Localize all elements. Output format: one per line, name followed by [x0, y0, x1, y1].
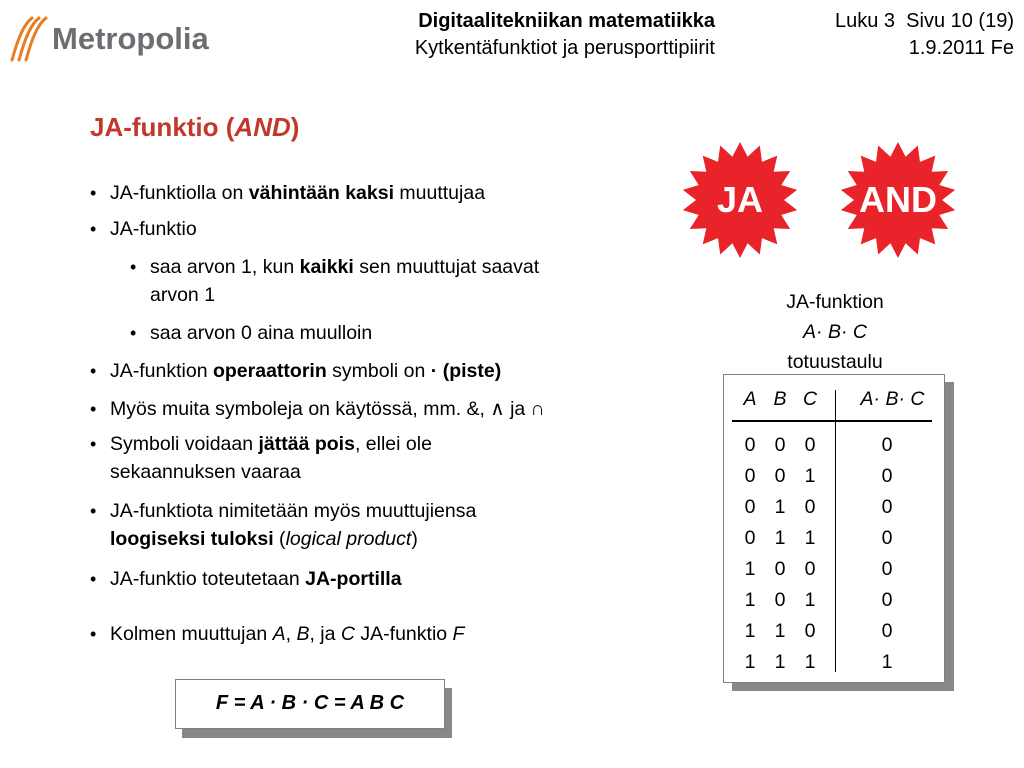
date-author: 1.9.2011 Fe — [908, 37, 1014, 59]
truth-table-output-cell: 0 — [881, 558, 893, 580]
truth-table-input-cell: 1 — [744, 558, 756, 580]
truth-table-input-cell: 1 — [804, 589, 816, 611]
ja-label: JA — [716, 179, 764, 220]
truth-table-input-cell: 0 — [804, 496, 816, 518]
metropolia-logo — [8, 8, 223, 66]
truth-table-output-cell: 0 — [881, 589, 893, 611]
chapter-page: Luku 3 Sivu 10 (19) — [835, 10, 1014, 32]
bullet-dot: • — [90, 624, 97, 644]
truth-table-input-cell: 1 — [744, 620, 756, 642]
formula: F = A · B · C = A B C — [215, 692, 405, 714]
bullet-dot: • — [90, 361, 97, 381]
truth-table-input-cell: 1 — [774, 620, 786, 642]
course-subtitle: Kytkentäfunktiot ja perusporttipiirit — [414, 37, 715, 59]
truth-table-input-cell: 1 — [774, 527, 786, 549]
header-page-info — [740, 8, 1014, 62]
truth-table-input-cell: 0 — [744, 465, 756, 487]
truth-table-input-cell: 1 — [774, 496, 786, 518]
and-starburst-badge — [838, 140, 958, 260]
and-label: AND — [859, 179, 937, 220]
truth-table-input-cell: 1 — [804, 651, 816, 673]
bullet-dot: • — [90, 399, 97, 419]
truth-table-output-cell: 0 — [881, 620, 893, 642]
truth-table-output-cell: 1 — [881, 651, 893, 673]
header-c: C — [802, 388, 818, 410]
truth-table-header-rule — [732, 420, 932, 422]
bullet-dot: • — [90, 183, 97, 203]
truth-table-output-cell: 0 — [881, 496, 893, 518]
truth-table-input-cell: 0 — [744, 434, 756, 456]
truth-table-output-cell: 0 — [881, 434, 893, 456]
truth-table-input-cell: 1 — [774, 651, 786, 673]
truth-table-column-rule — [835, 390, 836, 672]
bullet-dot: • — [90, 569, 97, 589]
truth-table-input-cell: 0 — [744, 496, 756, 518]
truth-table-input-cell: 0 — [804, 620, 816, 642]
header-course-info — [300, 8, 715, 62]
header-a: A — [743, 388, 757, 410]
course-title: Digitaalitekniikan matematiikka — [418, 10, 715, 32]
truth-table-input-cell: 1 — [744, 589, 756, 611]
truth-table-input-cell: 0 — [774, 434, 786, 456]
truth-table-input-cell: 1 — [744, 651, 756, 673]
ja-starburst-badge — [680, 140, 800, 260]
bullet-dot: • — [90, 219, 97, 239]
truth-table-output-cell: 0 — [881, 465, 893, 487]
truth-table-output-cell: 0 — [881, 527, 893, 549]
truth-table-input-cell: 0 — [804, 434, 816, 456]
truth-table-caption: JA-funktion A· B· C totuustaulu — [786, 291, 884, 373]
bullet-dot: • — [130, 257, 137, 277]
bullet-dot: • — [90, 434, 97, 454]
svg-text:Metropolia: Metropolia — [52, 21, 209, 56]
slide-title: JA-funktio (AND) — [90, 112, 300, 142]
header-b: B — [773, 388, 787, 410]
truth-table-input-cell: 0 — [744, 527, 756, 549]
bullet-dot: • — [130, 323, 137, 343]
truth-table-input-cell: 0 — [804, 558, 816, 580]
truth-table-input-cell: 0 — [774, 589, 786, 611]
truth-table-input-cell: 1 — [804, 465, 816, 487]
header-output: A· B· C — [860, 388, 925, 410]
truth-table-input-cell: 1 — [804, 527, 816, 549]
truth-table-input-cell: 0 — [774, 465, 786, 487]
truth-table-input-cell: 0 — [774, 558, 786, 580]
bullet-dot: • — [90, 501, 97, 521]
